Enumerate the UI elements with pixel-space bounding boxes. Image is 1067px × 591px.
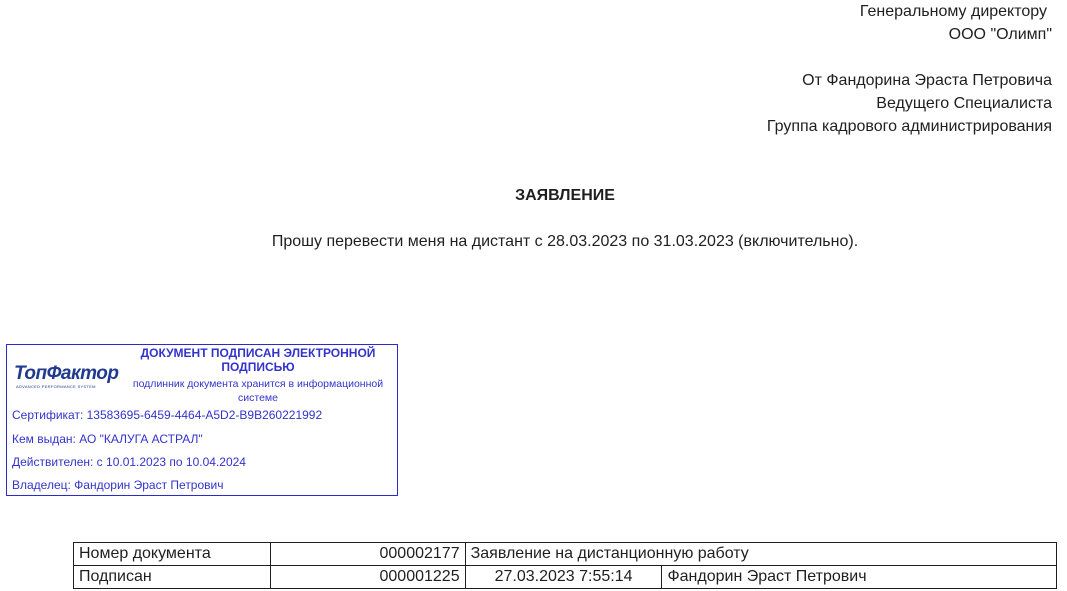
- stamp-heading: [117, 346, 399, 374]
- sender-department: Группа кадрового администрирования: [766, 118, 1052, 135]
- registry-signer-name: Фандорин Эраст Петрович: [662, 566, 1057, 589]
- stamp-note: [117, 377, 399, 405]
- table-row-signed: [74, 566, 1057, 589]
- registry-doc-number: 000002177: [270, 543, 465, 566]
- document-text: Прошу перевести меня на дистант с 28.03.2023 по 31.03.2023 (включительно).: [271, 233, 859, 250]
- stamp-note-line-2: системе: [238, 392, 278, 404]
- sender-position: Ведущего Специалиста: [876, 95, 1052, 112]
- registry-label-signed: Подписан: [74, 566, 271, 589]
- stamp-owner: Владелец: Фандорин Эраст Петрович: [12, 478, 224, 492]
- sender-name: От Фандорина Эраста Петровича: [802, 72, 1052, 89]
- table-row-document-number: [74, 543, 1057, 566]
- stamp-heading-line-2: ПОДПИСЬЮ: [221, 360, 295, 374]
- registry-doc-description: Заявление на дистанционную работу: [465, 543, 1056, 566]
- stamp-issuer: Кем выдан: АО "КАЛУГА АСТРАЛ": [12, 432, 203, 446]
- registry-signed-datetime: 27.03.2023 7:55:14: [465, 566, 662, 589]
- stamp-validity: Действителен: с 10.01.2023 по 10.04.2024: [12, 455, 246, 469]
- stamp-certificate: Сертификат: 13583695-6459-4464-A5D2-B9B260221992: [12, 408, 323, 422]
- document-registry-table: [73, 542, 1057, 589]
- addressee-line-1: Генеральному директору: [859, 3, 1047, 20]
- registry-label-doc-number: Номер документа: [74, 543, 271, 566]
- topfactor-logo: [14, 363, 118, 389]
- logo-tagline: ADVANCED PERFORMANCE SYSTEM: [16, 384, 96, 389]
- addressee-line-2: ООО "Олимп": [948, 26, 1052, 43]
- stamp-heading-line-1: ДОКУМЕНТ ПОДПИСАН ЭЛЕКТРОННОЙ: [140, 346, 376, 360]
- stamp-note-line-1: подлинник документа хранится в информационной: [132, 378, 384, 390]
- registry-signature-number: 000001225: [270, 566, 465, 589]
- electronic-signature-stamp: [6, 344, 398, 496]
- logo-brand-text: ТопФактор: [14, 363, 119, 384]
- document-title: ЗАЯВЛЕНИЕ: [515, 187, 615, 204]
